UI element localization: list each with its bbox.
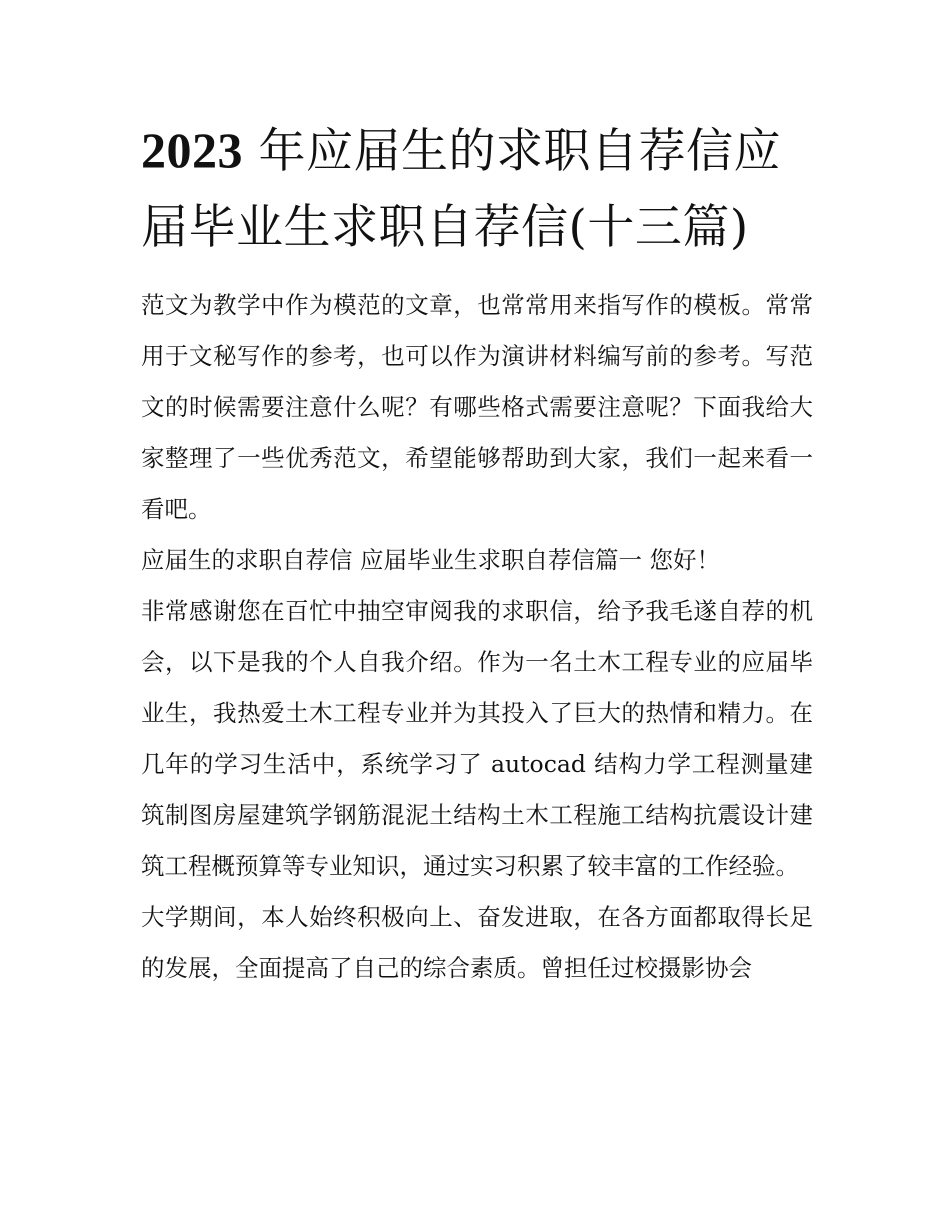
document-body [141,112,813,994]
title-text: 年应届生的求职自荐信应届毕业生求职自荐信(十三篇) [141,124,781,255]
title-year: 2023 [141,122,243,178]
body-paragraph-1: 非常感谢您在百忙中抽空审阅我的求职信，给予我毛遂自荐的机会，以下是我的个人自我介绍。作为一名土木工程专业的应届毕业生，我热爱土木工程专业并为其投入了巨大的热情和精力。在几年的学习生活中，系统学习了 autocad 结构力学工程测量建筑制图房屋建筑学钢筋混泥土结构土木工程施工结构抗震设计建筑工程概预算等专业知识，通过实习积累了较丰富的工作经验。 [141,597,813,880]
letter-heading-line: 应届生的求职自荐信 应届毕业生求职自荐信篇一 您好！ [141,546,720,574]
intro-paragraph: 范文为教学中作为模范的文章，也常常用来指写作的模板。常常用于文秘写作的参考，也可以作为演讲材料编写前的参考。写范文的时候需要注意什么呢？有哪些格式需要注意呢？下面我给大家整理了一些优秀范文，希望能够帮助到大家，我们一起来看一看吧。 [141,291,813,523]
body-paragraph-2: 大学期间，本人始终积极向上、奋发进取，在各方面都取得长足的发展，全面提高了自己的综合素质。曾担任过校摄影协会 [141,903,813,982]
document-title [141,112,813,266]
